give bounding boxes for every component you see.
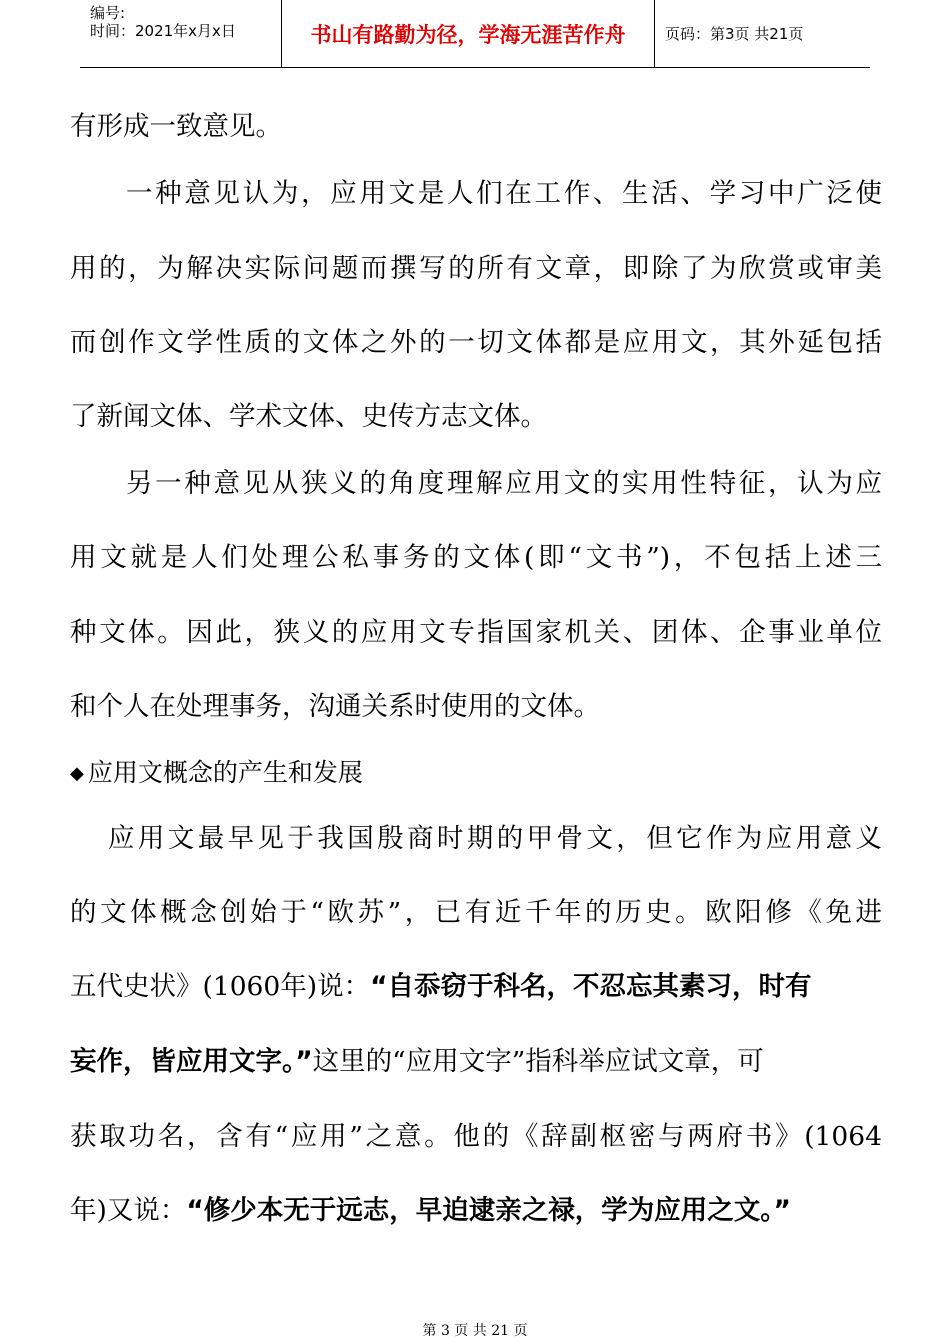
paragraph-line-mixed bbox=[70, 1045, 882, 1079]
paragraph-line: 而创作文学性质的文体之外的一切文体都是应用文，其外延包括 bbox=[70, 327, 882, 358]
paragraph-line: 获取功名，含有“应用”之意。他的《辞副枢密与两府书》(1064 bbox=[70, 1121, 882, 1152]
header-motto-cell bbox=[282, 0, 655, 67]
header-motto: 书山有路勤为径，学海无涯苦作舟 bbox=[310, 23, 626, 47]
page-footer: 第 3 页 共 21 页 bbox=[422, 1323, 528, 1339]
quote-run: “修少本无于远志，早迫逮亲之禄，学为应用之文。” bbox=[186, 1195, 791, 1226]
paragraph-line: 的文体概念创始于“欧苏”，已有近千年的历史。欧阳修《免进 bbox=[70, 897, 882, 928]
page-header bbox=[80, 0, 870, 68]
paragraph-line: 种文体。因此，狭义的应用文专指国家机关、团体、企事业单位 bbox=[70, 617, 882, 648]
quote-run: “自忝窃于科名，不忍忘其素习，时有 bbox=[370, 971, 812, 1002]
quote-run: 妄作，皆应用文字。” bbox=[70, 1046, 313, 1077]
paragraph-line: 了新闻文体、学术文体、史传方志文体。 bbox=[70, 401, 547, 432]
paragraph-line-mixed bbox=[70, 1194, 882, 1228]
text-run: 年)又说： bbox=[70, 1195, 187, 1226]
paragraph-line: 应用文最早见于我国殷商时期的甲骨文，但它作为应用意义 bbox=[108, 823, 882, 854]
document-number-label: 编号: bbox=[90, 4, 126, 22]
paragraph-line-mixed bbox=[70, 970, 882, 1004]
document-time-label: 时间：2021年x月x日 bbox=[90, 22, 236, 40]
text-run: 这里的“应用文字”指科举应试文章，可 bbox=[312, 1046, 764, 1077]
header-meta-cell bbox=[80, 0, 282, 67]
text-run: 五代史状》(1060年)说： bbox=[70, 971, 371, 1002]
paragraph-line: 一种意见认为，应用文是人们在工作、生活、学习中广泛使 bbox=[126, 178, 882, 209]
diamond-bullet-icon: ◆ bbox=[70, 763, 84, 784]
paragraph-line: 和个人在处理事务，沟通关系时使用的文体。 bbox=[70, 691, 600, 722]
header-page-info: 页码：第3页 共21页 bbox=[665, 25, 804, 43]
section-heading-text: 应用文概念的产生和发展 bbox=[87, 758, 363, 787]
paragraph-line: 有形成一致意见。 bbox=[70, 111, 282, 142]
header-page-cell bbox=[655, 0, 870, 67]
paragraph-line: 用文就是人们处理公私事务的文体(即“文书”)，不包括上述三 bbox=[70, 542, 882, 573]
section-heading bbox=[70, 757, 363, 790]
paragraph-line: 用的，为解决实际问题而撰写的所有文章，即除了为欣赏或审美 bbox=[70, 253, 882, 284]
paragraph-line: 另一种意见从狭义的角度理解应用文的实用性特征，认为应 bbox=[126, 468, 882, 499]
